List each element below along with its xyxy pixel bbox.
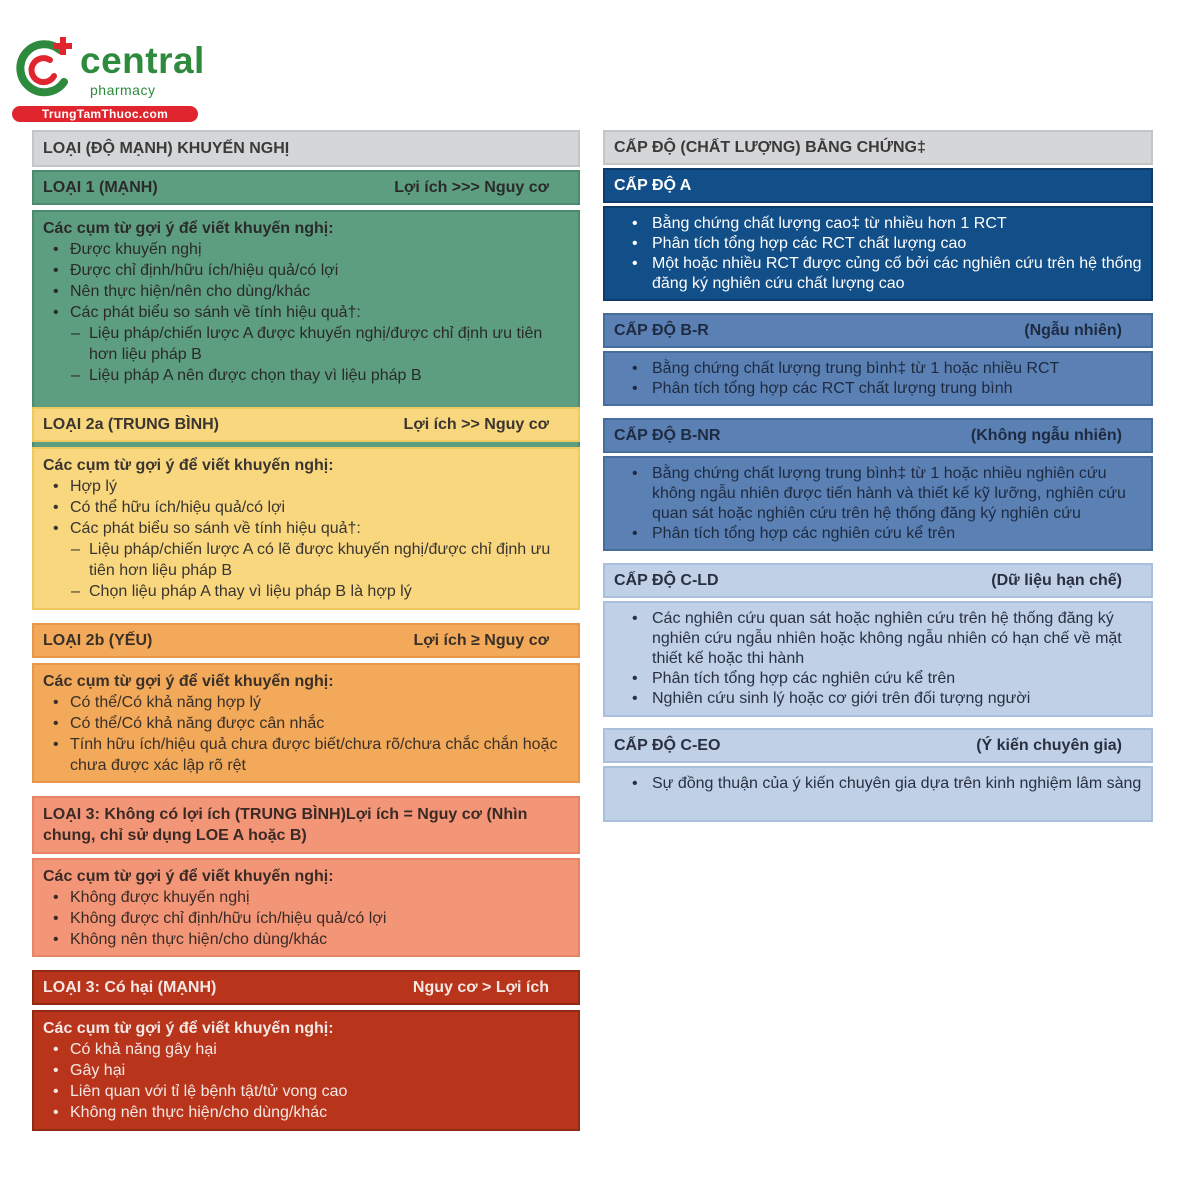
list-item: • Gây hại [43,1060,569,1081]
class-2a-label: LOẠI 2a (TRUNG BÌNH) [43,415,219,433]
sub-list-item: – Chọn liệu pháp A thay vì liệu pháp B là hợp lý [43,581,569,602]
level-b-r-label: CẤP ĐỘ B-R [614,321,709,339]
list-item: • Nghiên cứu sinh lý hoặc cơ giới trên đối tượng người [614,689,1142,709]
list-item: • Được khuyến nghị [43,239,569,260]
list-item: • Phân tích tổng hợp các RCT chất lượng trung bình [614,379,1142,399]
left-column-title: LOẠI (ĐỘ MẠNH) KHUYẾN NGHỊ [32,130,580,167]
level-b-r-note: (Ngẫu nhiên) [1024,321,1122,339]
list-item: • Có khả năng gây hại [43,1039,569,1060]
level-b-r-header [603,313,1153,348]
class-2a-lead: Các cụm từ gợi ý để viết khuyến nghị: [43,457,334,474]
level-a-label: CẤP ĐỘ A [614,176,692,194]
class-3-no-benefit-box [32,858,580,957]
level-b-nr-box [603,456,1153,551]
level-c-ld-label: CẤP ĐỘ C-LD [614,571,719,589]
class-2a-ratio: Lợi ích >> Nguy cơ [403,415,549,433]
central-pharmacy-logo-icon [10,34,80,104]
right-column-title: CẤP ĐỘ (CHẤT LƯỢNG) BẰNG CHỨNG‡ [603,130,1153,165]
list-item: • Có thể/Có khả năng hợp lý [43,692,569,713]
class-1-lead: Các cụm từ gợi ý để viết khuyến nghị: [43,220,334,237]
level-c-ld-note: (Dữ liệu hạn chế) [991,571,1122,589]
class-2b-label: LOẠI 2b (YẾU) [43,631,153,649]
sub-list-item: – Liệu pháp/chiến lược A có lẽ được khuyến nghị/được chỉ định ưu tiên hơn liệu pháp B [43,539,569,581]
class-2b-header [32,623,580,658]
class-3-no-benefit-header [32,796,580,854]
list-item: • Bằng chứng chất lượng trung bình‡ từ 1 hoặc nhiều RCT [614,359,1142,379]
list-item: • Phân tích tổng hợp các RCT chất lượng cao [614,234,1142,254]
list-item: • Có thể/Có khả năng được cân nhắc [43,713,569,734]
class-3-harm-box [32,1010,580,1131]
class-3-harm-label: LOẠI 3: Có hại (MẠNH) [43,978,217,996]
class-2a-header [32,407,580,442]
level-b-r-box [603,351,1153,406]
sub-list-item: – Liệu pháp A nên được chọn thay vì liệu pháp B [43,365,569,386]
class-3-harm-lead: Các cụm từ gợi ý để viết khuyến nghị: [43,1020,334,1037]
level-c-eo-label: CẤP ĐỘ C-EO [614,736,721,754]
list-item: • Không được chỉ định/hữu ích/hiệu quả/có lợi [43,908,569,929]
class-3-no-benefit-label: LOẠI 3: Không có lợi ích (TRUNG BÌNH)Lợi ích = Nguy cơ (Nhìn chung, chỉ sử dụng LOE A hoặc B) [43,806,528,844]
list-item: • Phân tích tổng hợp các nghiên cứu kể trên [614,669,1142,689]
level-c-ld-header [603,563,1153,598]
list-item: • Có thể hữu ích/hiệu quả/có lợi [43,497,569,518]
level-b-nr-header [603,418,1153,453]
list-item: • Các phát biểu so sánh về tính hiệu quả†: [43,518,569,539]
class-1-ratio: Lợi ích >>> Nguy cơ [394,178,549,196]
sub-list-item: – Liệu pháp/chiến lược A được khuyến nghị/được chỉ định ưu tiên hơn liệu pháp B [43,323,569,365]
class-2b-box [32,663,580,783]
class-1-label: LOẠI 1 (MẠNH) [43,178,158,196]
class-2b-ratio: Lợi ích ≥ Nguy cơ [413,631,549,649]
list-item: • Không nên thực hiện/cho dùng/khác [43,1102,569,1123]
level-c-eo-note: (Ý kiến chuyên gia) [976,736,1122,754]
class-1-header [32,170,580,205]
level-b-nr-note: (Không ngẫu nhiên) [970,426,1122,444]
class-2b-lead: Các cụm từ gợi ý để viết khuyến nghị: [43,673,334,690]
level-c-ld-box [603,601,1153,717]
list-item: • Tính hữu ích/hiệu quả chưa được biết/chưa rõ/chưa chắc chắn hoặc chưa được xác lập rõ rệt [43,734,569,776]
class-2a-box [32,447,580,610]
level-c-eo-box [603,766,1153,822]
logo [10,34,205,124]
logo-wordmark: central [80,40,205,81]
list-item: • Phân tích tổng hợp các nghiên cứu kể trên [614,524,1142,544]
list-item: • Các nghiên cứu quan sát hoặc nghiên cứu trên hệ thống đăng ký nghiên cứu ngẫu nhiên hoặc không ngẫu nhiên có hạn chế về mặt thiết kế hoặc thi hành [614,609,1142,669]
list-item: • Sự đồng thuận của ý kiến chuyên gia dựa trên kinh nghiệm lâm sàng [614,774,1142,794]
logo-site-bar: TrungTamThuoc.com [12,106,198,122]
list-item: • Không được khuyến nghị [43,887,569,908]
list-item: • Được chỉ định/hữu ích/hiệu quả/có lợi [43,260,569,281]
list-item: • Liên quan với tỉ lệ bệnh tật/tử vong cao [43,1081,569,1102]
level-a-box [603,206,1153,301]
list-item: • Bằng chứng chất lượng cao‡ từ nhiều hơn 1 RCT [614,214,1142,234]
class-3-harm-header [32,970,580,1005]
level-b-nr-label: CẤP ĐỘ B-NR [614,426,721,444]
list-item: • Không nên thực hiện/cho dùng/khác [43,929,569,950]
list-item: • Các phát biểu so sánh về tính hiệu quả†: [43,302,569,323]
level-c-eo-header [603,728,1153,763]
level-a-header [603,168,1153,203]
class-3-no-benefit-lead: Các cụm từ gợi ý để viết khuyến nghị: [43,868,334,885]
list-item: • Một hoặc nhiều RCT được củng cố bởi các nghiên cứu trên hệ thống đăng ký nghiên cứu chất lượng cao [614,254,1142,294]
logo-subtitle: pharmacy [90,82,156,98]
list-item: • Nên thực hiện/nên cho dùng/khác [43,281,569,302]
class-3-harm-ratio: Nguy cơ > Lợi ích [412,978,549,996]
list-item: • Bằng chứng chất lượng trung bình‡ từ 1 hoặc nhiều nghiên cứu không ngẫu nhiên được tiến hành và thiết kế kỹ lưỡng, nghiên cứu quan sát hoặc nghiên cứu trên hệ thống đăng ký nghiên cứu [614,464,1142,524]
list-item: • Hợp lý [43,476,569,497]
